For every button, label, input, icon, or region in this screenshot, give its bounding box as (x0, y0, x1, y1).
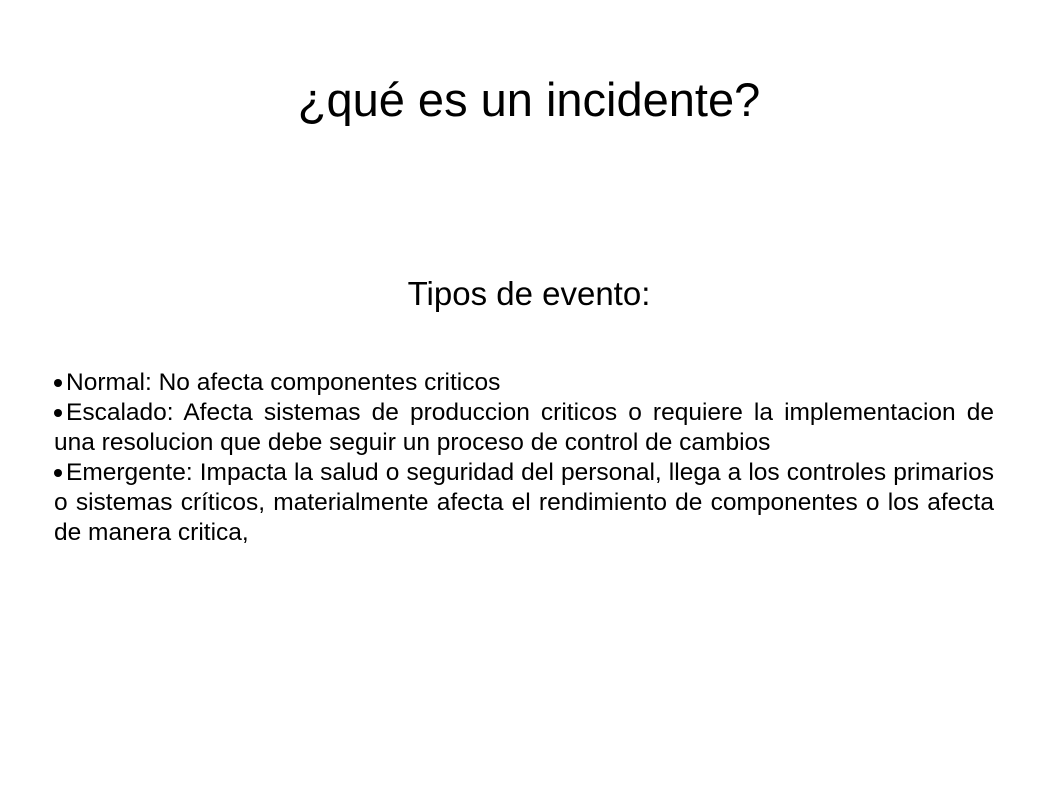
slide-title: ¿qué es un incidente? (297, 73, 761, 126)
bullet-icon (54, 379, 62, 387)
bullet-text: Escalado: Afecta sistemas de produccion criticos o requiere la implementacion de una resolucion que debe seguir un proceso de control de cambios (54, 399, 994, 456)
bullet-text: Emergente: Impacta la salud o seguridad del personal, llega a los controles primarios o sistemas críticos, materialmente afecta el rendimiento de componentes o los afecta de manera critica, (54, 459, 994, 546)
bullet-list (54, 368, 994, 548)
bullet-icon (54, 469, 62, 477)
bullet-item-escalado (54, 398, 994, 458)
bullet-text: Normal: No afecta componentes criticos (66, 369, 501, 396)
bullet-item-normal (54, 368, 994, 398)
slide-subtitle: Tipos de evento: (407, 275, 651, 312)
bullet-item-emergente (54, 458, 994, 548)
bullet-icon (54, 409, 62, 417)
